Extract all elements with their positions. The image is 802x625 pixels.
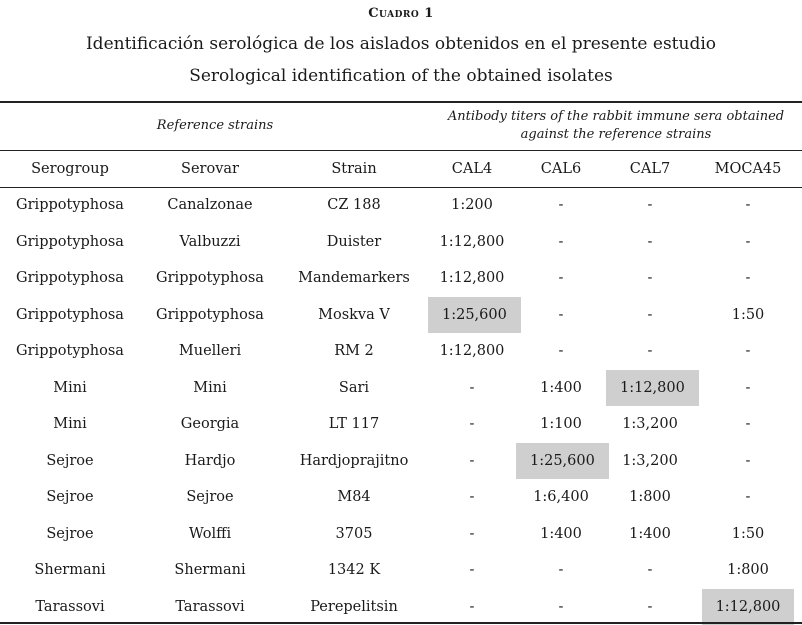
table-title-spanish: Identificación serológica de los aislados obtenidos en el presente estudio xyxy=(85,34,717,54)
highlighted-titer: 1:12,800 xyxy=(702,589,795,625)
cell-cal7: 1:400 xyxy=(629,525,671,542)
table-row xyxy=(0,224,802,261)
cell-cal7: 1:3,200 xyxy=(622,416,678,433)
cell-cal6 xyxy=(516,443,606,480)
cell-cal4: - xyxy=(469,489,475,506)
cell-serogroup: Tarassovi xyxy=(35,598,105,615)
cell-cal6: - xyxy=(558,197,564,214)
table-row xyxy=(0,589,802,625)
cell-cal7: - xyxy=(647,598,653,615)
column-header-rule xyxy=(0,187,802,188)
cell-cal4: 1:200 xyxy=(451,197,493,214)
cell-serovar: Georgia xyxy=(180,416,240,433)
antibody-titers-header xyxy=(430,108,802,144)
cell-cal6: - xyxy=(558,562,564,579)
cell-cal4: - xyxy=(469,562,475,579)
cell-cal7: - xyxy=(647,306,653,323)
col-serovar: Serovar xyxy=(181,161,239,177)
cell-cal7: - xyxy=(647,270,653,287)
table-row xyxy=(0,260,802,297)
col-serogroup: Serogroup xyxy=(31,161,109,177)
col-cal6: CAL6 xyxy=(540,161,582,177)
cell-serovar: Tarassovi xyxy=(175,598,245,615)
cell-serovar: Sejroe xyxy=(186,489,234,506)
reference-strains-header: Reference strains xyxy=(156,118,274,133)
cell-moca45: 1:50 xyxy=(731,306,765,323)
cell-cal7: - xyxy=(647,343,653,360)
cell-moca45: - xyxy=(745,452,751,469)
cell-strain: LT 117 xyxy=(328,416,380,433)
cell-cal4: 1:12,800 xyxy=(439,270,505,287)
table-body xyxy=(0,187,802,625)
table-row xyxy=(0,443,802,480)
table-title-english: Serological identification of the obtained isolates xyxy=(189,66,613,86)
cell-serogroup: Grippotyphosa xyxy=(16,306,124,323)
cell-cal6: - xyxy=(558,343,564,360)
cell-serogroup: Sejroe xyxy=(46,525,94,542)
cell-cal6: - xyxy=(558,598,564,615)
cell-cal6: - xyxy=(558,270,564,287)
cell-serogroup: Mini xyxy=(53,379,87,396)
cell-cal4: - xyxy=(469,452,475,469)
cell-cal7: 1:3,200 xyxy=(622,452,678,469)
highlighted-titer: 1:25,600 xyxy=(516,443,609,479)
table-row xyxy=(0,333,802,370)
cell-cal4: - xyxy=(469,525,475,542)
cell-cal7 xyxy=(606,370,694,407)
cell-moca45: 1:50 xyxy=(731,525,765,542)
col-strain: Strain xyxy=(331,161,377,177)
cell-strain: Sari xyxy=(338,379,370,396)
cell-serogroup: Shermani xyxy=(34,562,106,579)
cell-cal4 xyxy=(428,297,516,334)
cell-cal6: 1:400 xyxy=(540,525,582,542)
cell-cal4: - xyxy=(469,416,475,433)
cell-cal4: - xyxy=(469,598,475,615)
cell-cal7: - xyxy=(647,197,653,214)
cell-serovar: Grippotyphosa xyxy=(156,306,264,323)
cell-strain: Moskva V xyxy=(318,306,390,323)
cell-serovar: Valbuzzi xyxy=(179,233,241,250)
cell-serogroup: Grippotyphosa xyxy=(16,233,124,250)
table-row xyxy=(0,297,802,334)
cell-cal6: 1:6,400 xyxy=(533,489,589,506)
cell-serovar: Grippotyphosa xyxy=(156,270,264,287)
col-moca45: MOCA45 xyxy=(714,161,782,177)
cell-cal4: 1:12,800 xyxy=(439,343,505,360)
table-row xyxy=(0,479,802,516)
cell-serovar: Wolffi xyxy=(188,525,232,542)
cell-moca45: - xyxy=(745,416,751,433)
cell-cal6: 1:100 xyxy=(540,416,582,433)
cell-serovar: Mini xyxy=(193,379,227,396)
cell-moca45: - xyxy=(745,233,751,250)
cell-moca45: - xyxy=(745,197,751,214)
cell-serovar: Shermani xyxy=(174,562,246,579)
cell-moca45 xyxy=(694,589,802,625)
table-row xyxy=(0,552,802,589)
cell-serovar: Canalzonae xyxy=(167,197,253,214)
cell-strain: Hardjoprajitno xyxy=(299,452,409,469)
cell-strain: Duister xyxy=(326,233,382,250)
antibody-header-line-2: against the reference strains xyxy=(520,127,712,142)
serology-table xyxy=(0,151,802,625)
bottom-rule xyxy=(0,622,802,624)
cell-serogroup: Grippotyphosa xyxy=(16,197,124,214)
highlighted-titer: 1:12,800 xyxy=(606,370,699,406)
cell-cal4: - xyxy=(469,379,475,396)
cell-strain: Mandemarkers xyxy=(298,270,410,287)
cell-moca45: - xyxy=(745,343,751,360)
table-row xyxy=(0,406,802,443)
highlighted-titer: 1:25,600 xyxy=(428,297,521,333)
cell-strain: 1342 K xyxy=(327,562,381,579)
cell-serovar: Hardjo xyxy=(184,452,236,469)
cell-cal7: - xyxy=(647,562,653,579)
table-label: Cuadro 1 xyxy=(368,6,434,21)
cell-strain: Perepelitsin xyxy=(310,598,398,615)
cell-strain: M84 xyxy=(337,489,371,506)
cell-strain: RM 2 xyxy=(334,343,374,360)
cell-strain: CZ 188 xyxy=(327,197,381,214)
cell-moca45: - xyxy=(745,270,751,287)
cell-serogroup: Grippotyphosa xyxy=(16,343,124,360)
table-row xyxy=(0,187,802,224)
top-rule xyxy=(0,101,802,103)
cell-cal6: 1:400 xyxy=(540,379,582,396)
cell-strain: 3705 xyxy=(335,525,373,542)
cell-moca45: - xyxy=(745,379,751,396)
cell-moca45: 1:800 xyxy=(727,562,769,579)
cell-serogroup: Sejroe xyxy=(46,489,94,506)
cell-serovar: Muelleri xyxy=(178,343,242,360)
cell-serogroup: Mini xyxy=(53,416,87,433)
col-cal4: CAL4 xyxy=(451,161,493,177)
cell-moca45: - xyxy=(745,489,751,506)
cell-cal6: - xyxy=(558,233,564,250)
cell-serogroup: Grippotyphosa xyxy=(16,270,124,287)
cell-cal4: 1:12,800 xyxy=(439,233,505,250)
antibody-header-line-1: Antibody titers of the rabbit immune sera obtained xyxy=(447,109,785,124)
col-cal7: CAL7 xyxy=(629,161,671,177)
cell-serogroup: Sejroe xyxy=(46,452,94,469)
cell-cal6: - xyxy=(558,306,564,323)
column-header-row xyxy=(0,151,802,187)
table-row xyxy=(0,516,802,553)
cell-cal7: 1:800 xyxy=(629,489,671,506)
table-row xyxy=(0,370,802,407)
cell-cal7: - xyxy=(647,233,653,250)
